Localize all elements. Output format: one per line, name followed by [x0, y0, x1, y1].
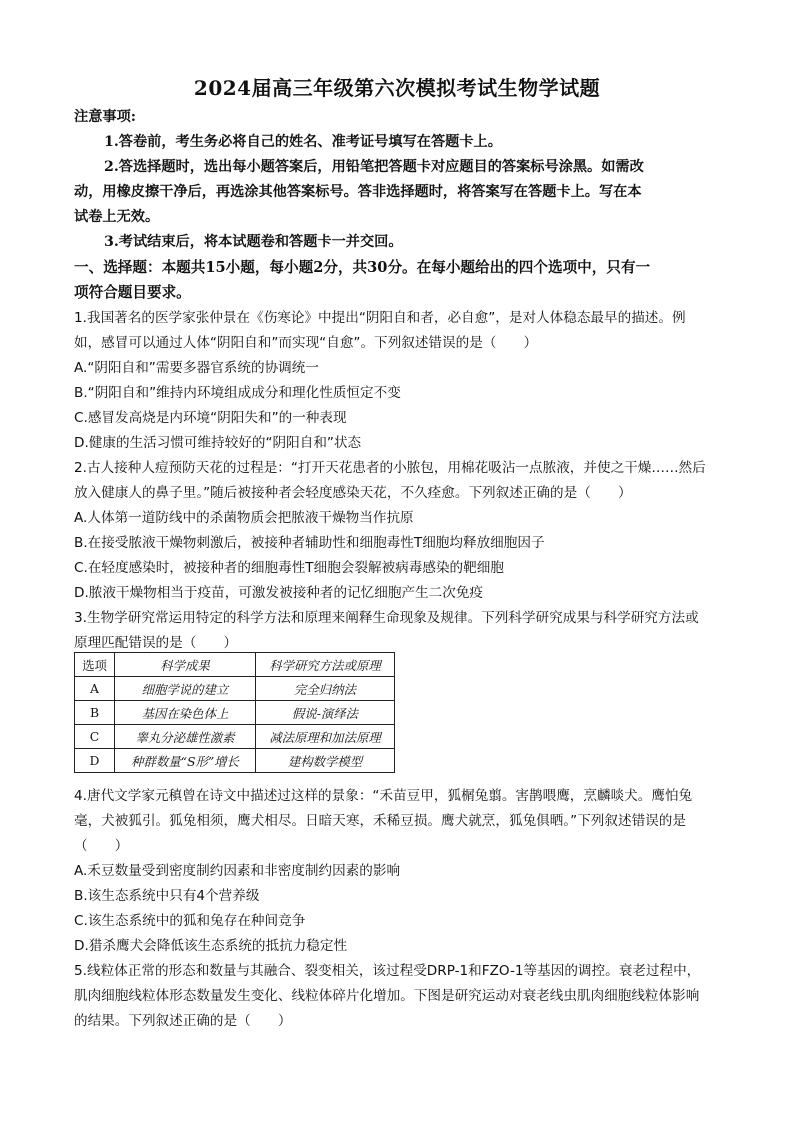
table-header: 科学研究方法或原理: [256, 653, 395, 677]
q5-stem-end: 的结果。下列叙述正确的是（ ）: [74, 1013, 292, 1029]
q4-option-d: D.猎杀鹰犬会降低该生态系统的抵抗力稳定性: [74, 938, 348, 954]
q4-option-b: B.该生态系统中只有4个营养级: [74, 888, 260, 904]
q3-stem: 3.生物学研究常运用特定的科学方法和原理来阐释生命现象及规律。下列科学研究成果与科学研究方法或: [74, 610, 699, 626]
q2-option-a: A.人体第一道防线中的杀菌物质会把脓液干燥物当作抗原: [74, 510, 414, 526]
q2-stem-cont: 放入健康人的鼻子里。”随后被接种者会轻度感染天花，不久痊愈。下列叙述正确的是（ ）: [74, 485, 632, 501]
q4-stem-cont: 毫，犬被狐引。狐兔相须，鹰犬相尽。日暗天寒，禾稀豆损。鹰犬就烹，狐兔俱晒。”下列叙述错误的是: [74, 813, 686, 829]
q4-option-a: A.禾豆数量受到密度制约因素和非密度制约因素的影响: [74, 863, 401, 879]
table-header-row: [75, 653, 395, 677]
table-cell: 细胞学说的建立: [115, 677, 256, 701]
q1-option-a: A.“阴阳自和”需要多器官系统的协调统一: [74, 360, 319, 376]
q2-option-b: B.在接受脓液干燥物刺激后，被接种者辅助性和细胞毒性T细胞均释放细胞因子: [74, 535, 545, 551]
q4-answer-paren: （ ）: [74, 838, 129, 854]
q1-option-b: B.“阴阳自和”维持内环境组成成分和理化性质恒定不变: [74, 385, 401, 401]
q1-stem: 1.我国著名的医学家张仲景在《伤寒论》中提出“阴阳自和者，必自愈”，是对人体稳态最早的描述。例: [74, 310, 686, 326]
q5-stem-cont: 肌肉细胞线粒体形态数量发生变化、线粒体碎片化增加。下图是研究运动对衰老线虫肌肉细胞线粒体影响: [74, 988, 700, 1004]
q4-stem: 4.唐代文学家元稹曾在诗文中描述过这样的景象：“禾苗豆甲，狐榍兔翦。害鹊喂鹰，烹麟啖犬。鹰怕兔: [74, 788, 693, 804]
table-row: [75, 725, 395, 749]
table-cell: 减法原理和加法原理: [256, 725, 395, 749]
q3-stem-cont: 原理匹配错误的是（ ）: [74, 635, 238, 651]
notice-item-2-end: 试卷上无效。: [74, 209, 160, 225]
table-header: 选项: [75, 653, 115, 677]
table-cell: 建构数学模型: [256, 749, 395, 773]
table-cell: 基因在染色体上: [115, 701, 256, 725]
q4-option-c: C.该生态系统中的狐和兔存在种间竞争: [74, 913, 306, 929]
q2-option-c: C.在轻度感染时，被接种者的细胞毒性T细胞会裂解被病毒感染的靶细胞: [74, 560, 504, 576]
exam-title: 2024届高三年级第六次模拟考试生物学试题: [193, 76, 601, 100]
table-row: [75, 749, 395, 773]
section-heading: 一、选择题：本题共15小题，每小题2分，共30分。在每小题给出的四个选项中，只有一: [74, 259, 651, 276]
q1-option-c: C.感冒发高烧是内环境“阴阳失和”的一种表现: [74, 410, 347, 426]
table-header: 科学成果: [115, 653, 256, 677]
table-cell: 假说-演绎法: [256, 701, 395, 725]
q1-option-d: D.健康的生活习惯可维持较好的“阴阳自和”状态: [74, 435, 362, 451]
notice-item-2-cont: 动，用橡皮擦干净后，再选涂其他答案标号。答非选择题时，将答案写在答题卡上。写在本: [74, 184, 642, 200]
q2-stem: 2.古人接种人痘预防天花的过程是：“打开天花患者的小脓包，用棉花吸沾一点脓液，并使之干燥……然后: [74, 460, 706, 476]
notice-item-3: 3.考试结束后，将本试题卷和答题卡一并交回。: [104, 234, 403, 250]
q2-option-d: D.脓液干燥物相当于疫苗，可激发被接种者的记忆细胞产生二次免疫: [74, 585, 484, 601]
notice-item-2: 2.答选择题时，选出每小题答案后，用铅笔把答题卡对应题目的答案标号涂黑。如需改: [104, 159, 644, 175]
notice-heading: 注意事项:: [74, 109, 136, 125]
table-cell: D: [75, 749, 115, 773]
table-cell: 睾丸分泌雄性激素: [115, 725, 256, 749]
table-cell: 种群数量“S形”增长: [115, 749, 256, 773]
table-row: [75, 677, 395, 701]
q5-stem: 5.线粒体正常的形态和数量与其融合、裂变相关，该过程受DRP-1和FZO-1等基因的调控。衰老过程中，: [74, 963, 701, 979]
q1-stem-cont: 如，感冒可以通过人体“阴阳自和”而实现“自愈”。下列叙述错误的是（ ）: [74, 335, 538, 351]
table-cell: C: [75, 725, 115, 749]
table-cell: 完全归纳法: [256, 677, 395, 701]
notice-item-1: 1.答卷前，考生务必将自己的姓名、准考证号填写在答题卡上。: [104, 134, 502, 150]
table-row: [75, 701, 395, 725]
section-heading-cont: 项符合题目要求。: [74, 284, 191, 301]
q3-table: [74, 652, 395, 773]
table-cell: A: [75, 677, 115, 701]
table-cell: B: [75, 701, 115, 725]
